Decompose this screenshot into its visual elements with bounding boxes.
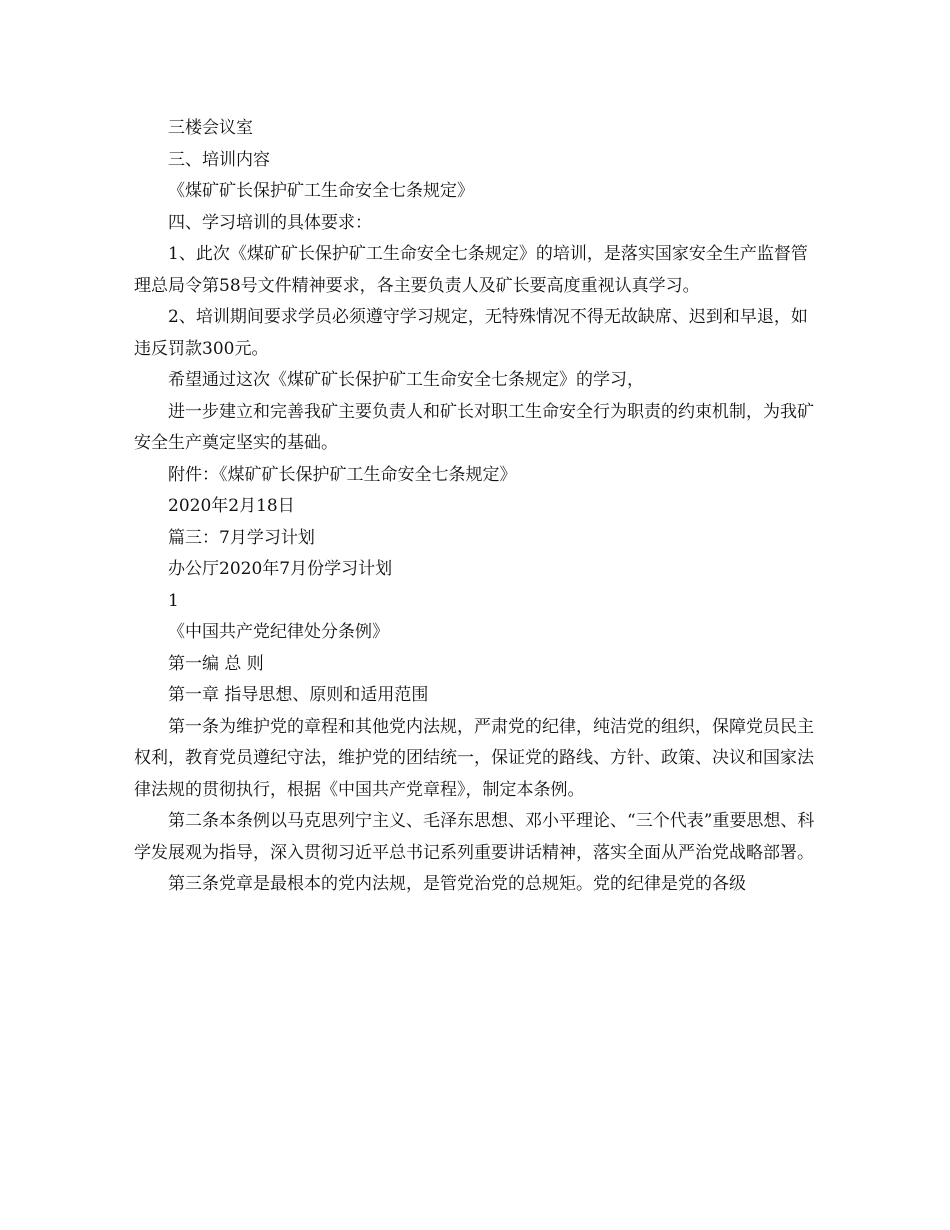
paragraph-item-number: 1 [168,590,179,611]
paragraph-article-2: 第二条本条例以马克思列宁主义、毛泽东思想、邓小平理论、“三个代表”重要思想、科学发展观为指导，深入贯彻习近平总书记系列重要讲话精神，落实全面从严治党战略部署。 [134,811,815,863]
paragraph-attachment: 附件：《煤矿矿长保护矿工生命安全七条规定》 [168,464,517,485]
heading-training-requirements: 四、学习培训的具体要求： [168,212,372,233]
paragraph-date: 2020年2月18日 [168,496,295,516]
heading-part-one-general: 第一编 总 则 [168,653,264,674]
paragraph-meeting-room: 三楼会议室 [168,118,253,138]
paragraph-requirement-1: 1、此次《煤矿矿长保护矿工生命安全七条规定》的培训，是落实国家安全生产监督管理总局令第58号文件精神要求，各主要负责人及矿长要高度重视认真学习。 [134,244,808,296]
paragraph-further-establish: 进一步建立和完善我矿主要负责人和矿长对职工生命安全行为职责的约束机制，为我矿安全生产奠定坚实的基础。 [134,401,814,453]
heading-part-three: 篇三：7月学习计划 [168,527,315,548]
paragraph-hope: 希望通过这次《煤矿矿长保护矿工生命安全七条规定》的学习， [168,370,644,390]
paragraph-regulation-title: 《煤矿矿长保护矿工生命安全七条规定》 [168,181,474,201]
heading-chapter-one: 第一章 指导思想、原则和适用范围 [168,685,429,705]
heading-training-content: 三、培训内容 [168,149,270,170]
paragraph-article-3: 第三条党章是最根本的党内法规，是管党治党的总规矩。党的纪律是党的各级 [168,874,746,894]
paragraph-regulation-name: 《中国共产党纪律处分条例》 [168,622,389,642]
document-body [134,113,819,901]
paragraph-office-plan: 办公厅2020年7月份学习计划 [168,559,393,579]
paragraph-article-1: 第一条为维护党的章程和其他党内法规，严肃党的纪律，纯洁党的组织，保障党员民主权利，教育党员遵纪守法，维护党的团结统一，保证党的路线、方针、政策、决议和国家法律法规的贯彻执行，根据《中国共产党章程》，制定本条例。 [134,716,814,800]
paragraph-requirement-2: 2、培训期间要求学员必须遵守学习规定，无特殊情况不得无故缺席、迟到和早退，如违反罚款300元。 [134,307,808,359]
